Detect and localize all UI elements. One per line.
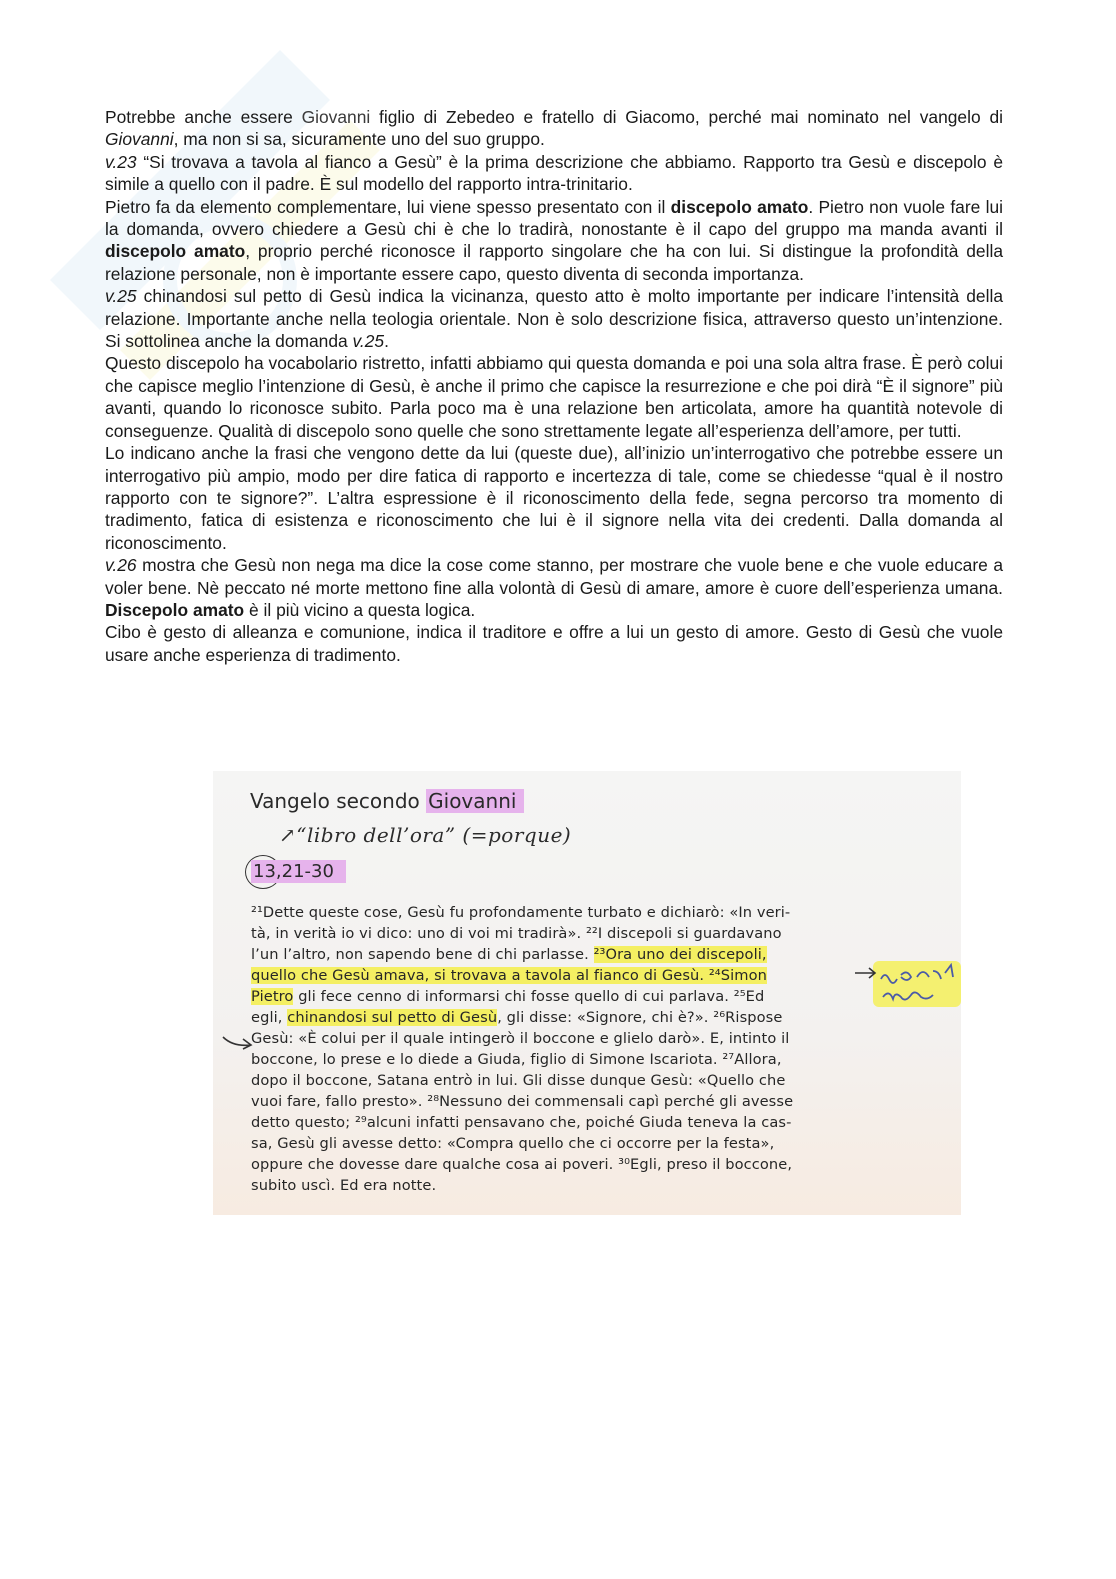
passage-line: Pietro gli fece cenno di informarsi chi fosse quello di cui parlava. ²⁵Ed bbox=[251, 988, 765, 1005]
passage-line: tà, in verità io vi dico: uno di voi mi tradirà». ²²I discepoli si guardavano bbox=[251, 925, 782, 942]
passage-line: Gesù: «È colui per il quale intingerò il boccone e glielo darò». E, intinto il bbox=[251, 1030, 790, 1047]
notes-paragraph: Potrebbe anche essere Giovanni figlio di Zebedeo e fratello di Giacomo, perché mai nominato nel vangelo di Giovanni, ma non si sa, sicuramente uno del suo gruppo. bbox=[105, 107, 1003, 150]
handwritten-note: ↗“libro dell’ora” (=porque) bbox=[279, 823, 572, 847]
passage-line: l’un l’altro, non sapendo bene di chi parlasse. ²³Ora uno dei discepoli, bbox=[251, 946, 767, 963]
passage-line: quello che Gesù amava, si trovava a tavola al fianco di Gesù. ²⁴Simon bbox=[251, 967, 767, 984]
passage-line: detto questo; ²⁹alcuni infatti pensavano che, poiché Giuda teneva la cas- bbox=[251, 1114, 792, 1131]
passage-line: subito uscì. Ed era notte. bbox=[251, 1177, 437, 1194]
passage-line: sa, Gesù gli avesse detto: «Compra quello che ci occorre per la festa», bbox=[251, 1135, 775, 1152]
passage-line: egli, chinandosi sul petto di Gesù, gli disse: «Signore, chi è?». ²⁶Rispose bbox=[251, 1009, 783, 1026]
notes-paragraph: Cibo è gesto di alleanza e comunione, indica il traditore e offre a lui un gesto di amore. Gesto di Gesù che vuole usare anche esperienza di tradimento. bbox=[105, 622, 1003, 665]
notes-paragraph: Questo discepolo ha vocabolario ristretto, infatti abbiamo qui questa domanda e poi una sola altra frase. È però colui che capisce meglio l’intenzione di Gesù, è anche il primo che capisce la resurrezione e che poi dirà “È il signore” più avanti, quando lo riconosce subito. Parla poco ma è una relazione ben articolata, amore ha quantità notevole di conseguenze. Qualità di discepolo sono quelle che sono strettamente legate all’esperienza dell’amore, per tutti. bbox=[105, 353, 1003, 441]
gospel-passage bbox=[251, 902, 843, 1196]
passage-line: boccone, lo prese e lo diede a Giuda, figlio di Simone Iscariota. ²⁷Allora, bbox=[251, 1051, 782, 1068]
passage-line: ²¹Dette queste cose, Gesù fu profondamente turbato e dichiarò: «In veri- bbox=[251, 904, 791, 921]
handwritten-arrow-icon bbox=[221, 1033, 255, 1053]
scanned-gospel-excerpt bbox=[213, 771, 961, 1215]
notes-paragraph: Pietro fa da elemento complementare, lui viene spesso presentato con il discepolo amato. Pietro non vuole fare lui la domanda, ovvero chiedere a Gesù chi è che lo tradirà, nonostante è il capo del gruppo ma manda avanti il discepolo amato, proprio perché riconosce il rapporto singolare che ha con lui. Si distingue la profondità della relazione personale, non è importante essere capo, questo diventa di seconda importanza. bbox=[105, 196, 1003, 284]
passage-line: dopo il boccone, Satana entrò in lui. Gli disse dunque Gesù: «Quello che bbox=[251, 1072, 786, 1089]
notes-paragraph: Lo indicano anche la frasi che vengono dette da lui (queste due), all’inizio un’interrogativo che potrebbe essere un interrogativo più ampio, modo per dire fatica di rapporto e incertezza di tale, come se chiedesse “qual è il nostro rapporto con te signore?”. L’altra espressione è il riconoscimento della fede, segna percorso tra momento di tradimento, fatica di esistenza e riconoscimento che lui è il signore nella vita dei credenti. Dalla domanda al riconoscimento. bbox=[105, 443, 1003, 553]
scan-title-highlight: Giovanni bbox=[426, 789, 524, 813]
notes-body bbox=[105, 106, 1003, 666]
notes-paragraph: v.26 mostra che Gesù non nega ma dice la cose come stanno, per mostrare che vuole bene e che vuole educare a voler bene. Nè peccato né morte mettono fine alla volontà di Gesù di amare, amore è cuore dell’esperienza umana. Discepolo amato è il più vicino a questa logica. bbox=[105, 555, 1003, 620]
passage-line: oppure che dovesse dare qualche cosa ai poveri. ³⁰Egli, preso il boccone, bbox=[251, 1156, 793, 1173]
passage-reference: 13,21-30 bbox=[251, 861, 346, 882]
handwritten-side-note bbox=[853, 959, 961, 1009]
scan-title: Vangelo secondo Giovanni bbox=[250, 789, 524, 813]
passage-line: vuoi fare, fallo presto». ²⁸Nessuno dei commensali capì perché gli avesse bbox=[251, 1093, 794, 1110]
notes-paragraph: v.23 “Si trovava a tavola al fianco a Gesù” è la prima descrizione che abbiamo. Rapporto tra Gesù e discepolo è simile a quello con il padre. È sul modello del rapporto intra-trinitario. bbox=[105, 151, 1003, 195]
notes-paragraph: v.25 chinandosi sul petto di Gesù indica la vicinanza, questo atto è molto importante per indicare l’intensità della relazione. Importante anche nella teologia orientale. Non è solo descrizione fisica, attraverso questo un’intenzione. Si sottolinea anche la domanda v.25. bbox=[105, 286, 1003, 352]
